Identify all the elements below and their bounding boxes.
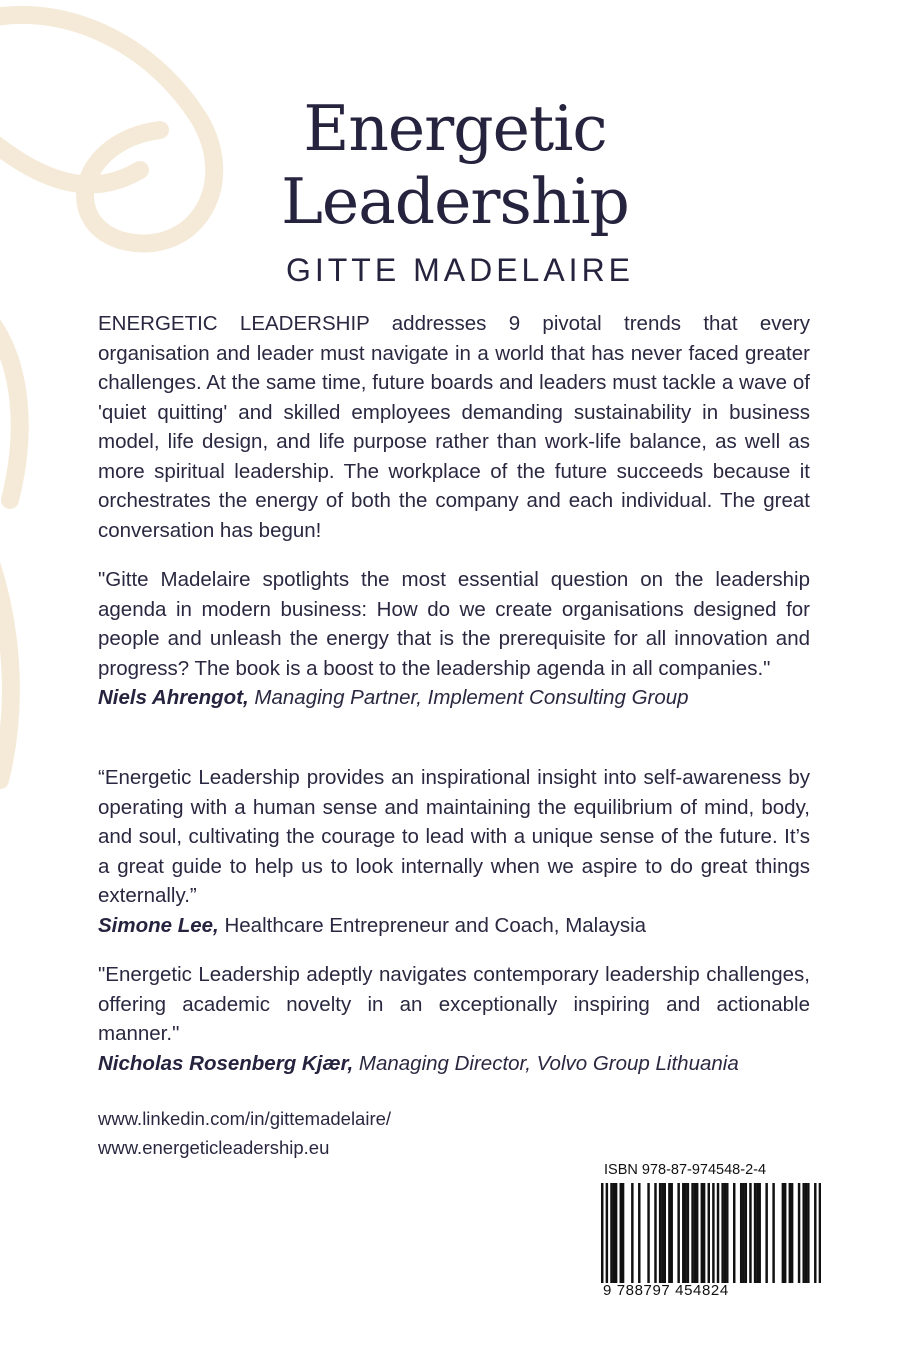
barcode-bar (726, 1183, 728, 1283)
barcode-bar (814, 1183, 816, 1283)
barcode-bar (756, 1183, 758, 1283)
testimonial-attribution (98, 1049, 810, 1079)
barcode-bar (703, 1183, 705, 1283)
testimonial-author-name: Nicholas Rosenberg Kjær, (98, 1051, 354, 1075)
barcode-bar (687, 1183, 689, 1283)
author-name: GITTE MADELAIRE (285, 252, 635, 288)
testimonial-author-role: Healthcare Entrepreneur and Coach, Malaysia (218, 913, 647, 937)
barcode-icon (601, 1183, 821, 1283)
barcode-bar (724, 1183, 726, 1283)
testimonial-2 (98, 763, 810, 940)
barcode-bar (620, 1183, 622, 1283)
barcode-bar (670, 1183, 672, 1283)
barcode-bar (701, 1183, 703, 1283)
barcode-bar (677, 1183, 679, 1283)
barcode-bar (615, 1183, 617, 1283)
barcode-bar (638, 1183, 640, 1283)
links-block (98, 1104, 498, 1162)
barcode-bar (805, 1183, 807, 1283)
testimonial-3 (98, 960, 810, 1078)
barcode-bar (691, 1183, 693, 1283)
barcode-bar (647, 1183, 649, 1283)
barcode-bar (601, 1183, 603, 1283)
testimonial-attribution (98, 683, 810, 713)
website-link[interactable]: www.energeticleadership.eu (98, 1137, 330, 1158)
barcode-bar (742, 1183, 744, 1283)
barcode-bar (682, 1183, 684, 1283)
barcode-bar (789, 1183, 791, 1283)
barcode-bar (708, 1183, 710, 1283)
barcode-bar (749, 1183, 751, 1283)
testimonial-1 (98, 565, 810, 713)
barcode-bar (772, 1183, 774, 1283)
barcode-bar (659, 1183, 661, 1283)
barcode-bar (712, 1183, 714, 1283)
barcode-bar (765, 1183, 767, 1283)
barcode-bar (721, 1183, 723, 1283)
testimonial-attribution (98, 911, 810, 941)
barcode-bar (696, 1183, 698, 1283)
testimonial-author-name: Simone Lee, (98, 913, 219, 937)
barcode-bar (668, 1183, 670, 1283)
barcode-bar (606, 1183, 608, 1283)
barcode-bar (631, 1183, 633, 1283)
barcode-bar (754, 1183, 756, 1283)
barcode-bar (807, 1183, 809, 1283)
testimonial-author-role: Managing Director, Volvo Group Lithuania (353, 1051, 739, 1075)
barcode-bar (684, 1183, 686, 1283)
barcode-bar (694, 1183, 696, 1283)
testimonial-quote: "Energetic Leadership adeptly navigates contemporary leadership challenges, offering academic novelty in an exceptionally inspiring and actionable manner." (98, 963, 810, 1045)
barcode-bar (782, 1183, 784, 1283)
barcode-bar (664, 1183, 666, 1283)
testimonial-quote: "Gitte Madelaire spotlights the most essential question on the leadership agenda in modern business: How do we create organisations designed for people and unleash the energy that is the prerequisite for all innovation and progress? The book is a boost to the leadership agenda in all companies." (98, 568, 810, 680)
barcode-bar (661, 1183, 663, 1283)
barcode-bar (791, 1183, 793, 1283)
barcode-bar (610, 1183, 612, 1283)
barcode-bar (745, 1183, 747, 1283)
barcode-bar (784, 1183, 786, 1283)
barcode-digits: 9 788797 454824 (603, 1282, 729, 1299)
barcode-bar (654, 1183, 656, 1283)
blurb-paragraph: ENERGETIC LEADERSHIP addresses 9 pivotal trends that every organisation and leader must navigate in a world that has never faced greater challenges. At the same time, future boards and leaders must tackle a wave of 'quiet quitting' and skilled employees demanding sustainability in business model, life design, and life purpose rather than work-life balance, as well as more spiritual leadership. The workplace of the future succeeds because it orchestrates the energy of both the company and each individual. The great conversation has begun! (98, 312, 810, 542)
barcode-bar (717, 1183, 719, 1283)
barcode-bar (819, 1183, 821, 1283)
testimonial-author-name: Niels Ahrengot, (98, 686, 249, 709)
barcode-bar (622, 1183, 624, 1283)
linkedin-link[interactable]: www.linkedin.com/in/gittemadelaire/ (98, 1108, 392, 1129)
testimonial-author-role: Managing Partner, Implement Consulting Group (248, 686, 689, 709)
barcode-bar (613, 1183, 615, 1283)
barcode-bar (758, 1183, 760, 1283)
book-title-line-1: Energetic (303, 92, 607, 165)
book-title (230, 92, 680, 238)
testimonial-quote: “Energetic Leadership provides an inspirational insight into self-awareness by operating with a human sense and maintaining the equilibrium of mind, body, and soul, cultivating the courage to lead with a unique sense of the future. It’s a great guide to help us to look internally when we aspire to do great things externally.” (98, 766, 810, 907)
barcode-bar (733, 1183, 735, 1283)
barcode-bar (802, 1183, 804, 1283)
barcode-bar (740, 1183, 742, 1283)
barcode-bar (798, 1183, 800, 1283)
book-title-line-2: Leadership (281, 165, 629, 238)
isbn-label: ISBN 978-87-974548-2-4 (604, 1162, 767, 1178)
